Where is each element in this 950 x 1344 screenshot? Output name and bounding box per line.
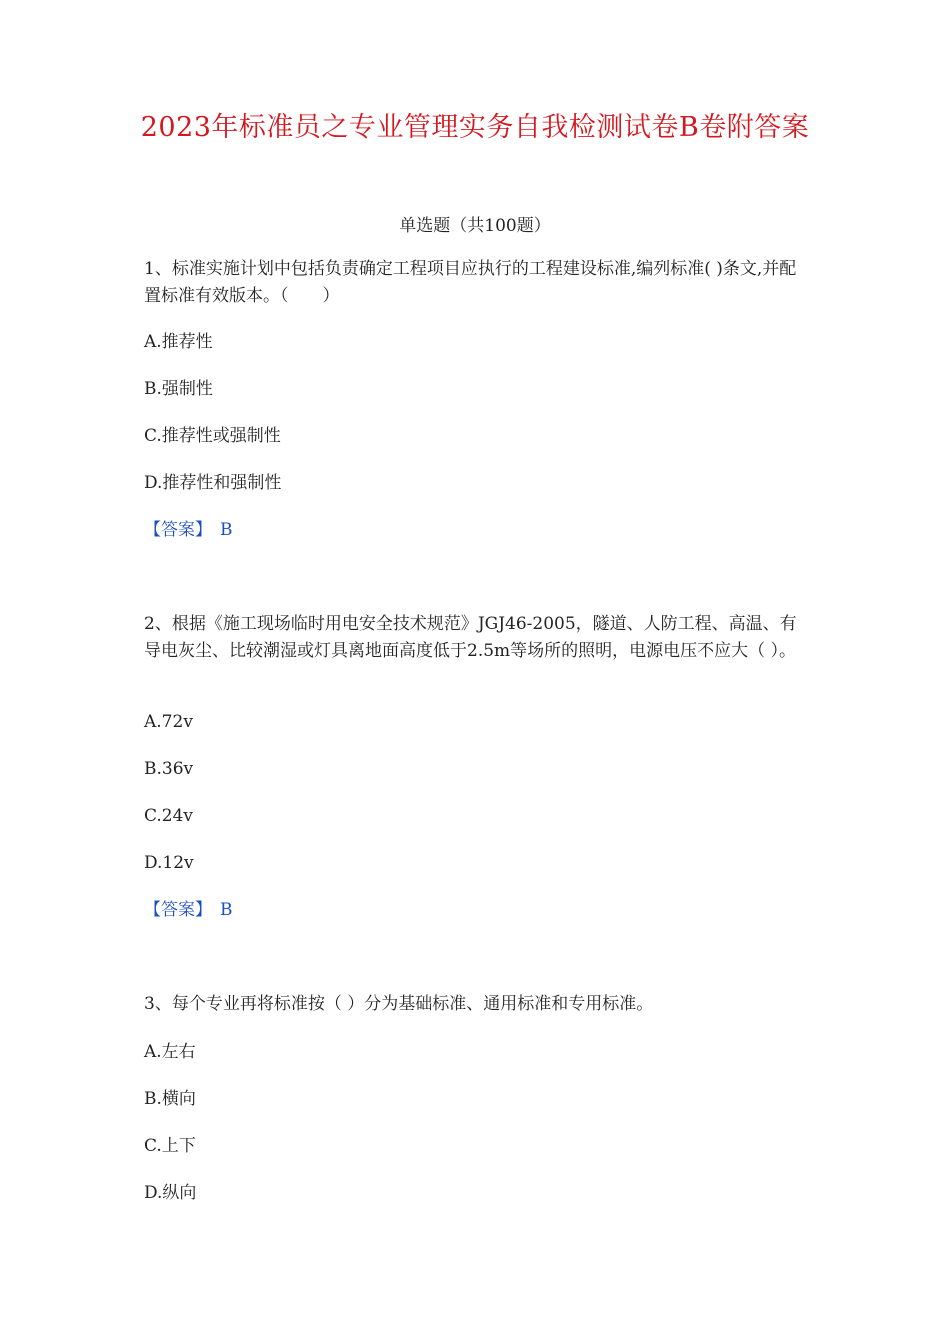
question-2-text: 2、根据《施工现场临时用电安全技术规范》JGJ46-2005，隧道、人防工程、高温、有导电灰尘、比较潮湿或灯具离地面高度低于2.5m等场所的照明，电源电压不应大（ ）。 (144, 614, 797, 661)
answer-value: B (220, 900, 233, 920)
answer-value: B (220, 520, 233, 540)
question-2-option-a: A.72v (144, 712, 193, 732)
question-3-option-d: D.纵向 (144, 1183, 197, 1203)
question-2-option-b: B.36v (144, 759, 194, 779)
question-2-option-d: D.12v (144, 853, 194, 873)
question-1-text: 1、标准实施计划中包括负责确定工程项目应执行的工程建设标准,编列标准( )条文,并配置标准有效版本。（ ） (144, 259, 797, 306)
question-1-option-d: D.推荐性和强制性 (144, 473, 282, 493)
question-1-option-c: C.推荐性或强制性 (144, 426, 281, 446)
answer-label: 【答案】 (144, 900, 212, 920)
question-3-option-a: A.左右 (144, 1042, 196, 1062)
question-1-answer (144, 518, 241, 542)
document-title: 2023年标准员之专业管理实务自我检测试卷B卷附答案 (140, 112, 810, 143)
question-3-option-c: C.上下 (144, 1136, 196, 1156)
question-1-option-b: B.强制性 (144, 379, 213, 399)
question-1-option-a: A.推荐性 (144, 332, 213, 352)
question-3-option-b: B.横向 (144, 1089, 196, 1109)
question-2-option-c: C.24v (144, 806, 194, 826)
question-2-answer (144, 898, 241, 922)
question-3-text: 3、每个专业再将标准按（ ）分为基础标准、通用标准和专用标准。 (144, 994, 654, 1014)
section-heading: 单选题（共100题） (399, 216, 551, 236)
answer-label: 【答案】 (144, 520, 212, 540)
